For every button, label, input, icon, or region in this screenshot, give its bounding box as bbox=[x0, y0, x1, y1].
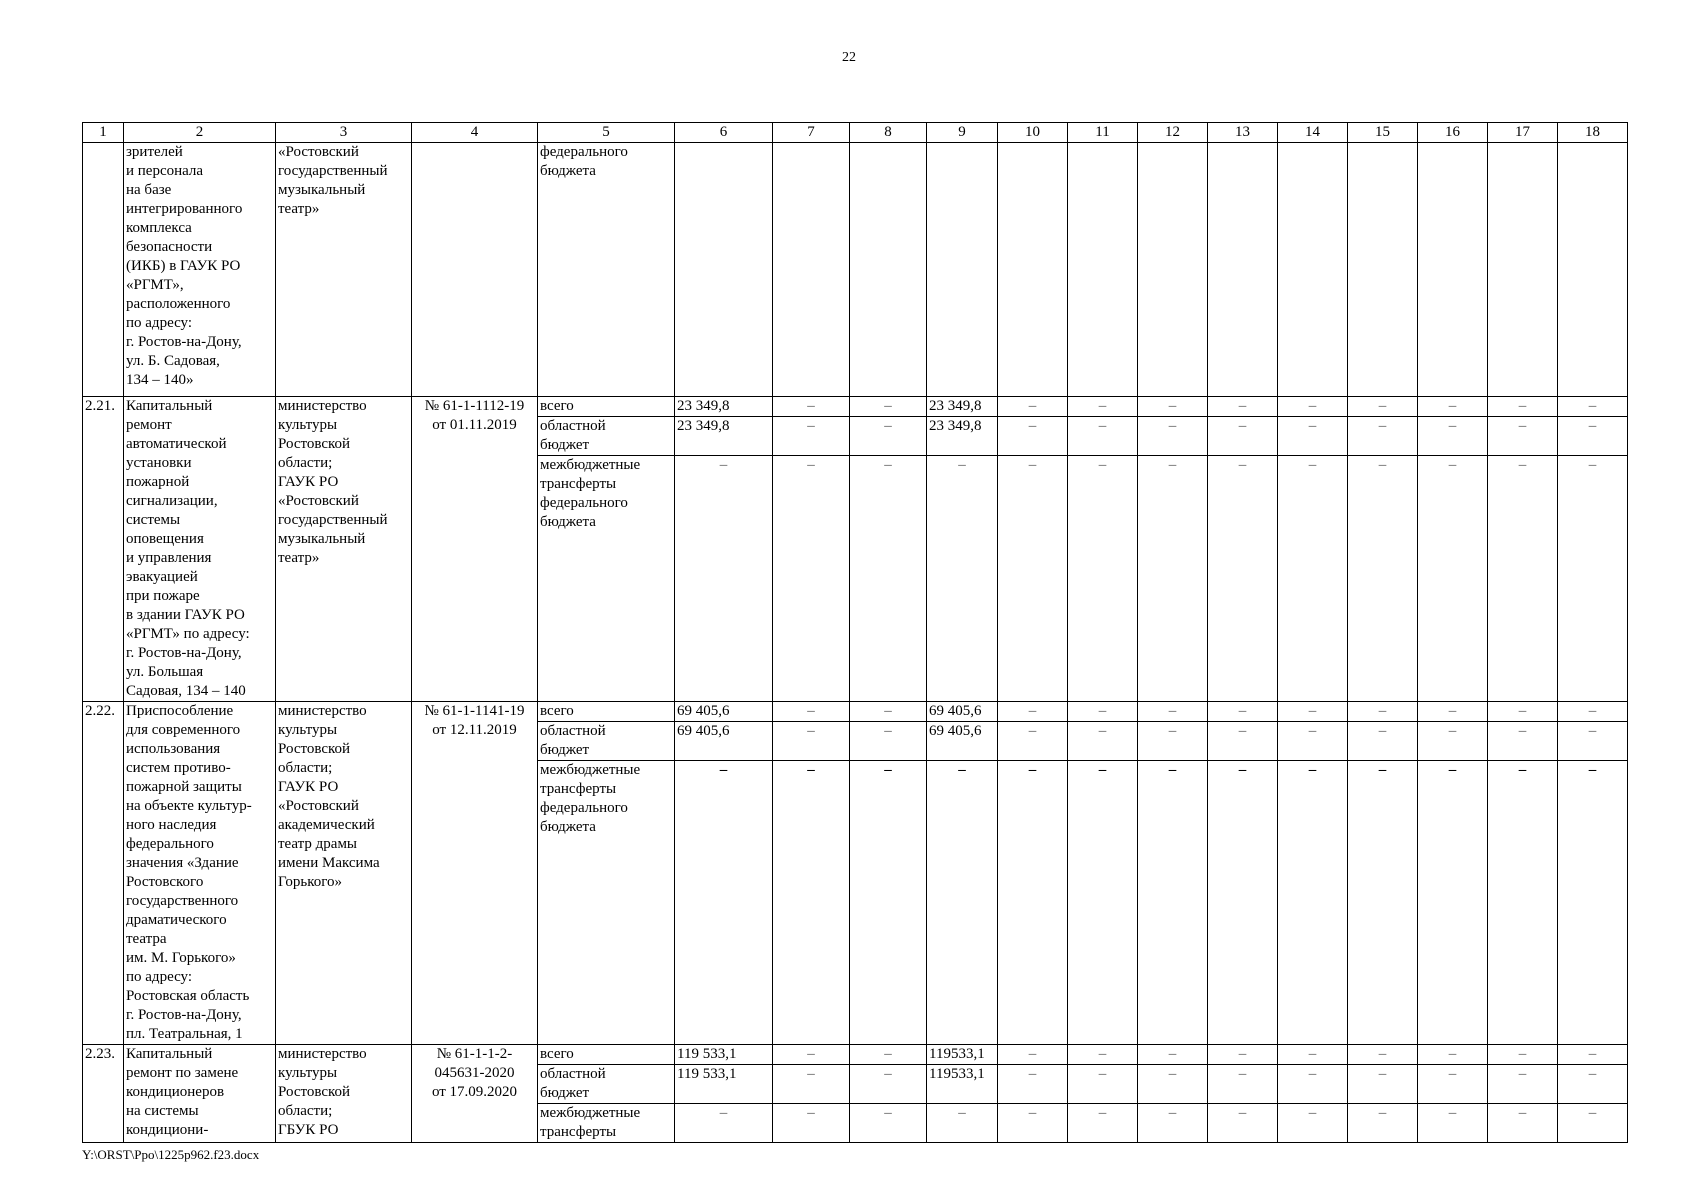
dash-cell: – bbox=[1068, 397, 1138, 417]
dash-cell: – bbox=[1208, 397, 1278, 417]
entry-name: Капитальный ремонт автоматической установки пожарной сигнализации, системы оповещения и управления эвакуацией при пожаре в здании ГАУК РО «РГМТ» по адресу: г. Ростов-на-Дону, ул. Большая Садовая, 134 – 140 bbox=[124, 397, 276, 702]
entry-name: Приспособление для современного использования систем противо- пожарной защиты на объекте культур- ного наследия федерального значения «Здание Ростовского государственного драматического театра им. М. Горького» по адресу: Ростовская область г. Ростов-на-Дону, пл. Театральная, 1 bbox=[124, 702, 276, 1045]
dash-cell: – bbox=[1138, 761, 1208, 1045]
dash-cell: – bbox=[773, 1065, 850, 1104]
dash-cell: – bbox=[1558, 1045, 1628, 1065]
dash-cell: – bbox=[1348, 702, 1418, 722]
dash-cell: – bbox=[1068, 761, 1138, 1045]
dash-cell: – bbox=[773, 417, 850, 456]
entry-number bbox=[83, 143, 124, 397]
col-header: 6 bbox=[675, 123, 773, 143]
col-header: 1 bbox=[83, 123, 124, 143]
dash-cell: – bbox=[1068, 456, 1138, 702]
entry-executor: «Ростовский государственный музыкальный театр» bbox=[276, 143, 412, 397]
dash-cell: – bbox=[1488, 1045, 1558, 1065]
dash-cell: – bbox=[1068, 1065, 1138, 1104]
amount-year: 119533,1 bbox=[927, 1045, 998, 1065]
col-header: 8 bbox=[850, 123, 927, 143]
funding-source: областной бюджет bbox=[538, 417, 675, 456]
dash-cell: – bbox=[850, 1065, 927, 1104]
dash-cell: – bbox=[1418, 1045, 1488, 1065]
dash-cell: – bbox=[1138, 1104, 1208, 1143]
value-cell bbox=[675, 143, 773, 397]
dash-cell: – bbox=[1418, 456, 1488, 702]
entry-number: 2.22. bbox=[83, 702, 124, 1045]
dash-cell: – bbox=[1138, 702, 1208, 722]
dash-cell: – bbox=[850, 1045, 927, 1065]
dash-cell: – bbox=[1208, 417, 1278, 456]
funding-source: областной бюджет bbox=[538, 1065, 675, 1104]
dash-cell: – bbox=[1278, 417, 1348, 456]
funding-source: межбюджетные трансферты федерального бюджета bbox=[538, 456, 675, 702]
dash-cell: – bbox=[1278, 1065, 1348, 1104]
dash-cell: – bbox=[1488, 722, 1558, 761]
col-header: 15 bbox=[1348, 123, 1418, 143]
dash-cell: – bbox=[1138, 1065, 1208, 1104]
value-cell bbox=[1068, 143, 1138, 397]
col-header: 2 bbox=[124, 123, 276, 143]
dash-cell: – bbox=[850, 1104, 927, 1143]
amount-year: 69 405,6 bbox=[927, 702, 998, 722]
amount-year: – bbox=[927, 761, 998, 1045]
dash-cell: – bbox=[1278, 761, 1348, 1045]
value-cell bbox=[1348, 143, 1418, 397]
amount-total: 23 349,8 bbox=[675, 417, 773, 456]
dash-cell: – bbox=[1068, 417, 1138, 456]
value-cell bbox=[1278, 143, 1348, 397]
dash-cell: – bbox=[1068, 1045, 1138, 1065]
dash-cell: – bbox=[1278, 397, 1348, 417]
funding-source: всего bbox=[538, 1045, 675, 1065]
dash-cell: – bbox=[998, 456, 1068, 702]
dash-cell: – bbox=[1068, 702, 1138, 722]
dash-cell: – bbox=[998, 702, 1068, 722]
dash-cell: – bbox=[1418, 761, 1488, 1045]
page-number: 22 bbox=[842, 50, 856, 65]
dash-cell: – bbox=[1348, 722, 1418, 761]
amount-total: – bbox=[675, 761, 773, 1045]
dash-cell: – bbox=[1418, 722, 1488, 761]
continuation-row bbox=[83, 143, 1628, 397]
entry-row bbox=[83, 397, 1628, 417]
dash-cell: – bbox=[1488, 456, 1558, 702]
dash-cell: – bbox=[1208, 456, 1278, 702]
dash-cell: – bbox=[1488, 761, 1558, 1045]
entry-document: № 61-1-1141-19 от 12.11.2019 bbox=[412, 702, 538, 1045]
col-header: 7 bbox=[773, 123, 850, 143]
dash-cell: – bbox=[1558, 397, 1628, 417]
file-path-footer: Y:\ORST\Ppo\1225p962.f23.docx bbox=[82, 1147, 260, 1162]
dash-cell: – bbox=[1488, 397, 1558, 417]
funding-source: межбюджетные трансферты федерального бюджета bbox=[538, 761, 675, 1045]
col-header: 5 bbox=[538, 123, 675, 143]
dash-cell: – bbox=[850, 702, 927, 722]
column-number-row bbox=[83, 123, 1628, 143]
amount-total: 23 349,8 bbox=[675, 397, 773, 417]
dash-cell: – bbox=[1208, 1104, 1278, 1143]
dash-cell: – bbox=[1418, 417, 1488, 456]
dash-cell: – bbox=[1558, 702, 1628, 722]
dash-cell: – bbox=[1208, 722, 1278, 761]
value-cell bbox=[998, 143, 1068, 397]
amount-year: 69 405,6 bbox=[927, 722, 998, 761]
funding-source: областной бюджет bbox=[538, 722, 675, 761]
dash-cell: – bbox=[1348, 456, 1418, 702]
dash-cell: – bbox=[773, 722, 850, 761]
value-cell bbox=[773, 143, 850, 397]
dash-cell: – bbox=[1558, 1065, 1628, 1104]
col-header: 16 bbox=[1418, 123, 1488, 143]
value-cell bbox=[1208, 143, 1278, 397]
dash-cell: – bbox=[1488, 702, 1558, 722]
dash-cell: – bbox=[850, 722, 927, 761]
amount-total: 69 405,6 bbox=[675, 702, 773, 722]
dash-cell: – bbox=[850, 456, 927, 702]
amount-total: 119 533,1 bbox=[675, 1065, 773, 1104]
entry-executor: министерство культуры Ростовской области; ГАУК РО «Ростовский государственный музыкальный театр» bbox=[276, 397, 412, 702]
dash-cell: – bbox=[1418, 1065, 1488, 1104]
dash-cell: – bbox=[1558, 456, 1628, 702]
value-cell bbox=[1418, 143, 1488, 397]
col-header: 13 bbox=[1208, 123, 1278, 143]
dash-cell: – bbox=[1138, 417, 1208, 456]
dash-cell: – bbox=[1558, 1104, 1628, 1143]
value-cell bbox=[1558, 143, 1628, 397]
amount-year: 23 349,8 bbox=[927, 397, 998, 417]
dash-cell: – bbox=[1418, 1104, 1488, 1143]
entry-document: № 61-1-1-2- 045631-2020 от 17.09.2020 bbox=[412, 1045, 538, 1143]
dash-cell: – bbox=[1278, 1104, 1348, 1143]
dash-cell: – bbox=[1558, 417, 1628, 456]
entry-name: Капитальный ремонт по замене кондиционеров на системы кондициони- bbox=[124, 1045, 276, 1143]
dash-cell: – bbox=[1208, 1065, 1278, 1104]
dash-cell: – bbox=[998, 417, 1068, 456]
dash-cell: – bbox=[1138, 397, 1208, 417]
col-header: 17 bbox=[1488, 123, 1558, 143]
dash-cell: – bbox=[1348, 397, 1418, 417]
value-cell bbox=[850, 143, 927, 397]
amount-year: – bbox=[927, 1104, 998, 1143]
col-header: 14 bbox=[1278, 123, 1348, 143]
dash-cell: – bbox=[1138, 456, 1208, 702]
entry-number: 2.21. bbox=[83, 397, 124, 702]
value-cell bbox=[927, 143, 998, 397]
dash-cell: – bbox=[773, 1045, 850, 1065]
dash-cell: – bbox=[998, 1104, 1068, 1143]
dash-cell: – bbox=[1488, 1104, 1558, 1143]
dash-cell: – bbox=[1138, 1045, 1208, 1065]
dash-cell: – bbox=[773, 702, 850, 722]
dash-cell: – bbox=[1208, 1045, 1278, 1065]
dash-cell: – bbox=[1488, 1065, 1558, 1104]
dash-cell: – bbox=[1348, 1045, 1418, 1065]
entry-executor: министерство культуры Ростовской области; ГБУК РО bbox=[276, 1045, 412, 1143]
dash-cell: – bbox=[998, 722, 1068, 761]
col-header: 11 bbox=[1068, 123, 1138, 143]
dash-cell: – bbox=[1558, 761, 1628, 1045]
col-header: 9 bbox=[927, 123, 998, 143]
dash-cell: – bbox=[1348, 1065, 1418, 1104]
entry-row bbox=[83, 702, 1628, 722]
dash-cell: – bbox=[998, 1045, 1068, 1065]
dash-cell: – bbox=[1138, 722, 1208, 761]
dash-cell: – bbox=[773, 456, 850, 702]
program-table bbox=[82, 122, 1628, 1143]
dash-cell: – bbox=[850, 397, 927, 417]
entry-document: № 61-1-1112-19 от 01.11.2019 bbox=[412, 397, 538, 702]
dash-cell: – bbox=[1488, 417, 1558, 456]
col-header: 10 bbox=[998, 123, 1068, 143]
dash-cell: – bbox=[773, 1104, 850, 1143]
dash-cell: – bbox=[998, 397, 1068, 417]
value-cell bbox=[1488, 143, 1558, 397]
col-header: 4 bbox=[412, 123, 538, 143]
col-header: 12 bbox=[1138, 123, 1208, 143]
entry-number: 2.23. bbox=[83, 1045, 124, 1143]
entry-document bbox=[412, 143, 538, 397]
col-header: 18 bbox=[1558, 123, 1628, 143]
amount-total: 69 405,6 bbox=[675, 722, 773, 761]
dash-cell: – bbox=[1208, 761, 1278, 1045]
dash-cell: – bbox=[1278, 722, 1348, 761]
dash-cell: – bbox=[1068, 1104, 1138, 1143]
dash-cell: – bbox=[1278, 1045, 1348, 1065]
dash-cell: – bbox=[1278, 456, 1348, 702]
funding-source: всего bbox=[538, 702, 675, 722]
amount-total: – bbox=[675, 456, 773, 702]
entry-name: зрителей и персонала на базе интегрированного комплекса безопасности (ИКБ) в ГАУК РО «РГМТ», расположенного по адресу: г. Ростов-на-Дону, ул. Б. Садовая, 134 – 140» bbox=[124, 143, 276, 397]
amount-year: 23 349,8 bbox=[927, 417, 998, 456]
dash-cell: – bbox=[1558, 722, 1628, 761]
dash-cell: – bbox=[1278, 702, 1348, 722]
amount-year: – bbox=[927, 456, 998, 702]
dash-cell: – bbox=[773, 397, 850, 417]
funding-source: всего bbox=[538, 397, 675, 417]
amount-total: 119 533,1 bbox=[675, 1045, 773, 1065]
funding-source: федерального бюджета bbox=[538, 143, 675, 397]
dash-cell: – bbox=[1348, 1104, 1418, 1143]
dash-cell: – bbox=[1418, 702, 1488, 722]
dash-cell: – bbox=[1348, 761, 1418, 1045]
dash-cell: – bbox=[1068, 722, 1138, 761]
value-cell bbox=[1138, 143, 1208, 397]
entry-executor: министерство культуры Ростовской области; ГАУК РО «Ростовский академический театр драмы имени Максима Горького» bbox=[276, 702, 412, 1045]
dash-cell: – bbox=[850, 417, 927, 456]
amount-total: – bbox=[675, 1104, 773, 1143]
dash-cell: – bbox=[1418, 397, 1488, 417]
amount-year: 119533,1 bbox=[927, 1065, 998, 1104]
col-header: 3 bbox=[276, 123, 412, 143]
dash-cell: – bbox=[998, 761, 1068, 1045]
dash-cell: – bbox=[1208, 702, 1278, 722]
dash-cell: – bbox=[850, 761, 927, 1045]
dash-cell: – bbox=[998, 1065, 1068, 1104]
dash-cell: – bbox=[773, 761, 850, 1045]
funding-source: межбюджетные трансферты bbox=[538, 1104, 675, 1143]
dash-cell: – bbox=[1348, 417, 1418, 456]
entry-row bbox=[83, 1045, 1628, 1065]
